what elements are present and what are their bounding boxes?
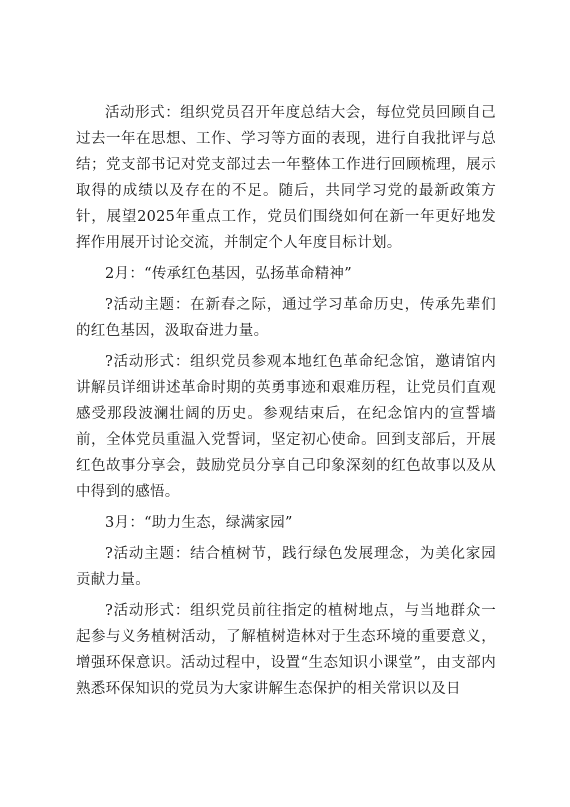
paragraph-february-theme: ?活动主题：在新春之际，通过学习革命历史，传承先辈们的红色基因，汲取奋进力量。 (76, 297, 496, 339)
paragraph-february-activity-form: ?活动形式：组织党员参观本地红色革命纪念馆，邀请馆内讲解员详细讲述革命时期的英勇事迹和艰难历程，让党员们直观感受那段波澜壮阔的历史。参观结束后，在纪念馆内的宣誓墙前，全体党员重温入党誓词，坚定初心使命。回到支部后，开展红色故事分享会，鼓励党员分享自己印象深刻的红色故事以及从中得到的感悟。 (76, 354, 496, 500)
document-body (76, 100, 496, 707)
heading-march: 3月：“助力生态，绿满家园” (105, 515, 293, 531)
paragraph-march-theme: ?活动主题：结合植树节，践行绿色发展理念，为美化家园贡献力量。 (76, 546, 496, 588)
paragraph-january-activity-form: 活动形式：组织党员召开年度总结大会，每位党员回顾自己过去一年在思想、工作、学习等方面的表现，进行自我批评与总结；党支部书记对党支部过去一年整体工作进行回顾梳理，展示取得的成绩以及存在的不足。随后，共同学习党的最新政策方针，展望2025年重点工作，党员们围绕如何在新一年更好地发挥作用展开讨论交流，并制定个人年度目标计划。 (76, 105, 496, 251)
paragraph-march-activity-form: ?活动形式：组织党员前往指定的植树地点，与当地群众一起参与义务植树活动，了解植树造林对于生态环境的重要意义，增强环保意识。活动过程中，设置“生态知识小课堂”，由支部内熟悉环保知识的党员为大家讲解生态保护的相关常识以及日 (76, 603, 496, 697)
heading-february: 2月：“传承红色基因，弘扬革命精神” (105, 266, 352, 282)
